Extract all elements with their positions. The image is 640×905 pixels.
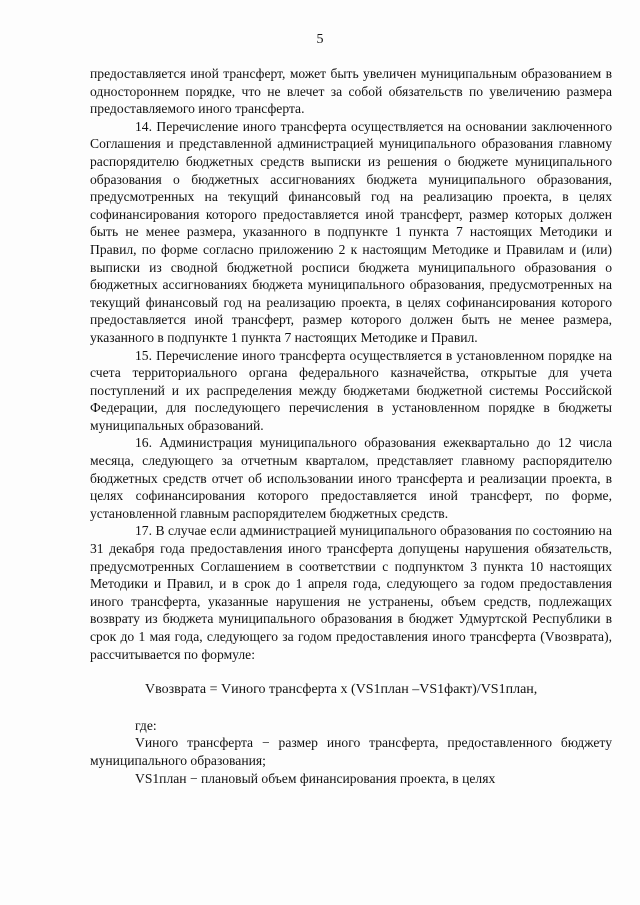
paragraph-16: 16. Администрация муниципального образования ежеквартально до 12 числа месяца, следующего за отчетным кварталом, представляет главному распорядителю бюджетных средств отчет об использовании иного трансферта и реализации проекта, в целях софинансирования которого предоставляется иной трансферт, по форме, установленной главным распорядителем бюджетных средств. — [90, 435, 612, 521]
paragraph-continuation: предоставляется иной трансферт, может быть увеличен муниципальным образованием в одностороннем порядке, что не влечет за собой обязательств по увеличению размера предоставляемого иного трансферта. — [90, 66, 612, 117]
paragraph-17: 17. В случае если администрацией муниципального образования по состоянию на 31 декабря года предоставления иного трансферта допущены нарушения обязательств, предусмотренных Соглашением в соответствии с подпунктом 3 пункта 10 настоящих Методики и Правил, и в срок до 1 апреля года, следующего за годом предоставления иного трансферта, указанные нарушения не устранены, объем средств, подлежащих возврату из бюджета муниципального образования в бюджет Удмуртской Республики в срок до 1 мая года, следующего за годом предоставления иного трансферта (Vвозврата), рассчитывается по формуле: — [90, 523, 612, 662]
definition-vs1-plan: VS1план − плановый объем финансирования проекта, в целях — [135, 770, 496, 786]
formula: Vвозврата = Vиного трансферта x (VS1план –VS1факт)/VS1план, — [145, 682, 538, 698]
document-body — [90, 65, 612, 787]
where-label: где: — [135, 717, 157, 733]
paragraph-15: 15. Перечисление иного трансферта осуществляется в установленном порядке на счета территориального органа федерального казначейства, открытые для учета поступлений и их распределения между бюджетами бюджетной системы Российской Федерации, для последующего перечисления в установленном порядке в бюджеты муниципальных образований. — [90, 347, 612, 433]
paragraph-14: 14. Перечисление иного трансферта осуществляется на основании заключенного Соглашения и представленной администрацией муниципального образования главному распорядителю бюджетных средств выписки из решения о бюджете муниципального образования о бюджетных ассигнованиях бюджета муниципального образования, предусмотренных на текущий финансовый год на реализацию проекта, в целях софинансирования которого предоставляется иной трансферт, размер которых должен быть не менее размера, указанного в подпункте 1 пункта 7 настоящих Методики и Правил, по форме согласно приложению 2 к настоящим Методике и Правилам и (или) выписки из сводной бюджетной росписи бюджета муниципального образования о бюджетных ассигнованиях бюджета муниципального образования, предусмотренных на текущий финансовый год на реализацию проекта, в целях софинансирования которого предоставляется иной трансферт, размер которого должен быть не менее размера, указанного в подпункте 1 пункта 7 настоящих Методике и Правил. — [90, 118, 612, 345]
definition-v-transfer: Vиного трансферта − размер иного трансферта, предоставленного бюджету муниципального образования; — [90, 735, 612, 768]
page-number: 5 — [316, 32, 324, 47]
